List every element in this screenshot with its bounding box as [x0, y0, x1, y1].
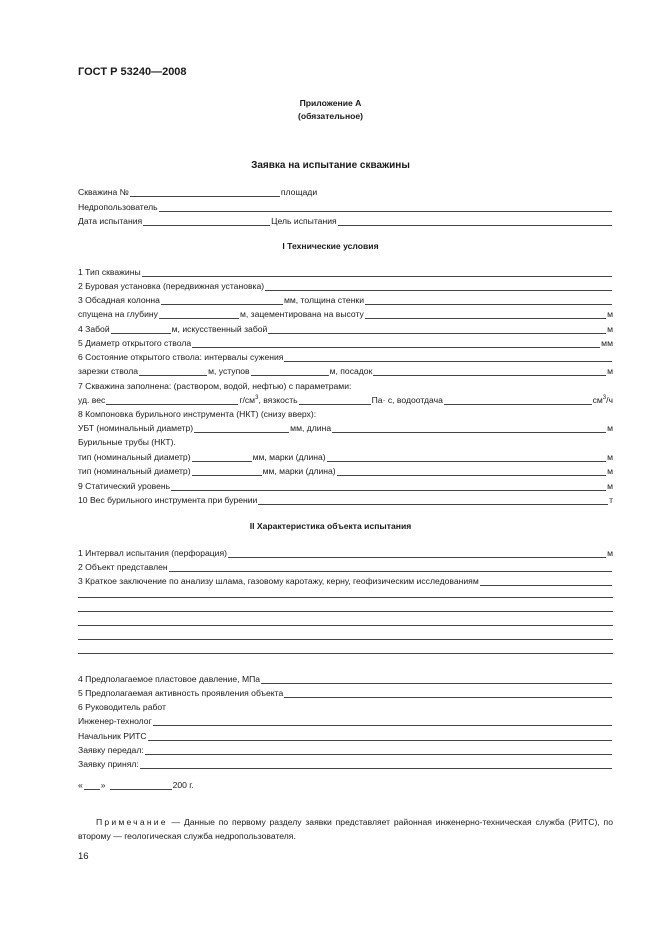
pipe-grade-blank-2[interactable] [337, 475, 606, 476]
landings-label: м, посадок [329, 366, 373, 376]
s2-row-3 [78, 575, 613, 587]
s1-row-8 [78, 365, 613, 377]
s1-row-7 [78, 351, 613, 363]
viscosity-blank[interactable] [299, 404, 371, 405]
year-label: 200 г. [172, 780, 194, 790]
unit-mm: мм [601, 338, 613, 348]
page-number: 16 [78, 851, 89, 862]
bottomhole-label: 4 Забой [78, 324, 110, 334]
supervisor-label: 6 Руководитель работ [78, 702, 166, 712]
s2-row-7 [78, 715, 613, 727]
note-text: — Данные по первому разделу заявки представляет районная инженерно-техническая служба (РИТС), по второму — геологическая служба недропользователя. [78, 817, 613, 841]
ubt-length-blank[interactable] [332, 432, 606, 433]
s1-row-16 [78, 480, 613, 492]
conclusion-line[interactable] [78, 611, 613, 612]
well-type-label: 1 Тип скважины [78, 267, 141, 277]
unit-m: м [607, 423, 613, 433]
unit-m: м [607, 452, 613, 462]
fluid-loss-blank[interactable] [444, 404, 592, 405]
specific-weight-blank[interactable] [106, 404, 238, 405]
footnote [78, 815, 613, 843]
unit-t: т [609, 495, 613, 505]
date-label: Дата испытания [78, 216, 143, 226]
artificial-bottom-label: м, искусственный забой [171, 324, 268, 334]
depth-label: спущена на глубину [78, 309, 158, 319]
date-field-row [78, 215, 613, 227]
pipe-type-label: тип (номинальный диаметр) [78, 452, 191, 462]
pipe-grade-label: мм, марки (длина) [252, 452, 326, 462]
ledges-blank[interactable] [251, 375, 329, 376]
density-unit: $г/см^3$ [239, 395, 259, 405]
pipe-type-blank-2[interactable] [192, 475, 262, 476]
ubt-length-label: мм, длина [290, 423, 332, 433]
static-level-blank[interactable] [171, 490, 606, 491]
fluid-loss-unit: $см^3/ч$ [592, 395, 613, 405]
goal-label: Цель испытания [271, 216, 337, 226]
s1-row-11 [78, 408, 613, 420]
sidetrack-blank[interactable] [139, 375, 207, 376]
s1-row-6 [78, 337, 613, 349]
pressure-label: 4 Предполагаемое пластовое давление, МПа [78, 674, 261, 684]
sent-by-label: Заявку передал: [78, 745, 144, 755]
s2-row-5 [78, 687, 613, 699]
s2-row-8 [78, 730, 613, 742]
well-label: Скважина № [78, 187, 129, 197]
open-hole-diameter-label: 5 Диаметр открытого ствола [78, 338, 192, 348]
date-close-quote: » [100, 780, 106, 790]
conclusion-line[interactable] [78, 625, 613, 626]
appendix-subtitle: (обязательное) [297, 111, 364, 121]
s2-row-6 [78, 701, 613, 713]
s2-row-4 [78, 673, 613, 685]
s1-row-13 [78, 436, 613, 448]
unit-m: м [607, 481, 613, 491]
s1-row-14 [78, 451, 613, 463]
pipe-grade-label-2: мм, марки (длина) [262, 466, 336, 476]
well-number-blank[interactable] [130, 196, 280, 197]
s1-row-4 [78, 308, 613, 320]
engineer-label: Инженер-технолог [78, 716, 152, 726]
object-label: 2 Объект представлен [78, 562, 168, 572]
casing-blank[interactable] [161, 304, 283, 305]
depth-blank[interactable] [159, 318, 239, 319]
fluid-params-label: 7 Скважина заполнена: (раствором, водой, нефтью) с параметрами: [78, 381, 352, 391]
conclusion-blank[interactable] [480, 585, 612, 586]
object-blank[interactable] [169, 571, 612, 572]
rig-blank[interactable] [265, 290, 612, 291]
open-hole-diameter-blank[interactable] [192, 347, 600, 348]
section2-title: II Характеристика объекта испытания [249, 521, 412, 531]
cement-height-blank[interactable] [365, 318, 606, 319]
activity-blank[interactable] [284, 697, 612, 698]
well-field-row [78, 186, 613, 198]
document-title: Заявка на испытание скважины [251, 160, 410, 171]
date-open-quote: « [78, 780, 83, 790]
ledges-label: м, уступов [208, 366, 250, 376]
unit-m: м [607, 366, 613, 376]
goal-blank[interactable] [338, 225, 612, 226]
s1-row-1 [78, 266, 613, 278]
rits-head-label: Начальник РИТС [78, 731, 147, 741]
user-field-row [78, 201, 613, 213]
drill-weight-blank[interactable] [258, 504, 608, 505]
unit-m: м [607, 324, 613, 334]
day-blank[interactable] [84, 789, 100, 790]
date-blank[interactable] [143, 225, 270, 226]
wall-thickness-label: мм, толщина стенки [283, 295, 364, 305]
bottomhole-blank[interactable] [111, 333, 171, 334]
received-by-label: Заявку принял: [78, 759, 139, 769]
received-by-blank[interactable] [140, 768, 612, 769]
date-line [78, 779, 613, 791]
drill-pipes-label: Бурильные трубы (НКТ). [78, 437, 176, 447]
fluid-loss-label: Па· с, водоотдача [371, 395, 443, 405]
s1-row-17 [78, 494, 613, 506]
engineer-blank[interactable] [153, 725, 612, 726]
pipe-grade-blank[interactable] [327, 461, 606, 462]
test-interval-blank[interactable] [228, 557, 606, 558]
pipe-type-label-2: тип (номинальный диаметр) [78, 466, 191, 476]
wall-thickness-blank[interactable] [365, 304, 612, 305]
s1-row-2 [78, 280, 613, 292]
drill-string-label: 8 Компоновка бурильного инструмента (НКТ) (снизу вверх): [78, 409, 317, 419]
sidetrack-label: зарезки ствола [78, 366, 139, 376]
section1-title: I Технические условия [282, 241, 379, 251]
casing-label: 3 Обсадная колонна [78, 295, 160, 305]
conclusion-label: 3 Краткое заключение по анализу шлама, газовому каротажу, керну, геофизическим исследованиям [78, 576, 479, 586]
drill-weight-label: 10 Вес бурильного инструмента при бурении [78, 495, 258, 505]
user-label: Недропользователь [78, 202, 158, 212]
specific-weight-label: уд. вес [78, 395, 106, 405]
ubt-diameter-label: УБТ (номинальный диаметр) [78, 423, 194, 433]
unit-m: м [607, 466, 613, 476]
conclusion-line[interactable] [78, 653, 613, 654]
s1-row-5 [78, 323, 613, 335]
s2-row-2 [78, 561, 613, 573]
pressure-blank[interactable] [261, 683, 612, 684]
test-interval-label: 1 Интервал испытания (перфорация) [78, 548, 227, 558]
s2-row-9 [78, 744, 613, 756]
month-blank[interactable] [110, 789, 172, 790]
s1-row-3 [78, 294, 613, 306]
pipe-type-blank[interactable] [192, 461, 252, 462]
s1-row-9 [78, 380, 613, 392]
appendix-title: Приложение А [299, 98, 362, 108]
conclusion-line[interactable] [78, 639, 613, 640]
open-hole-state-label: 6 Состояние открытого ствола: интервалы сужения [78, 352, 284, 362]
sent-by-blank[interactable] [145, 754, 612, 755]
landings-blank[interactable] [373, 375, 606, 376]
note-label: Примечание [96, 817, 168, 827]
s2-row-1 [78, 547, 613, 559]
cement-height-label: м, зацементирована на высоту [239, 309, 364, 319]
s2-row-10 [78, 758, 613, 770]
artificial-bottom-blank[interactable] [268, 333, 606, 334]
unit-m: м [607, 309, 613, 319]
s1-row-12 [78, 422, 613, 434]
well-type-blank[interactable] [142, 276, 612, 277]
rig-label: 2 Буровая установка (передвижная установка) [78, 281, 265, 291]
narrowing-blank[interactable] [284, 361, 612, 362]
standard-header: ГОСТ Р 53240—2008 [78, 66, 187, 78]
unit-m: м [607, 548, 613, 558]
activity-label: 5 Предполагаемая активность проявления объекта [78, 688, 284, 698]
s1-row-10 [78, 394, 613, 406]
area-label: площади [280, 187, 318, 197]
rits-head-blank[interactable] [148, 740, 612, 741]
user-blank[interactable] [159, 211, 612, 212]
viscosity-label: , вязкость [258, 395, 298, 405]
conclusion-line[interactable] [78, 597, 613, 598]
s1-row-15 [78, 465, 613, 477]
ubt-diameter-blank[interactable] [194, 432, 289, 433]
static-level-label: 9 Статический уровень [78, 481, 171, 491]
